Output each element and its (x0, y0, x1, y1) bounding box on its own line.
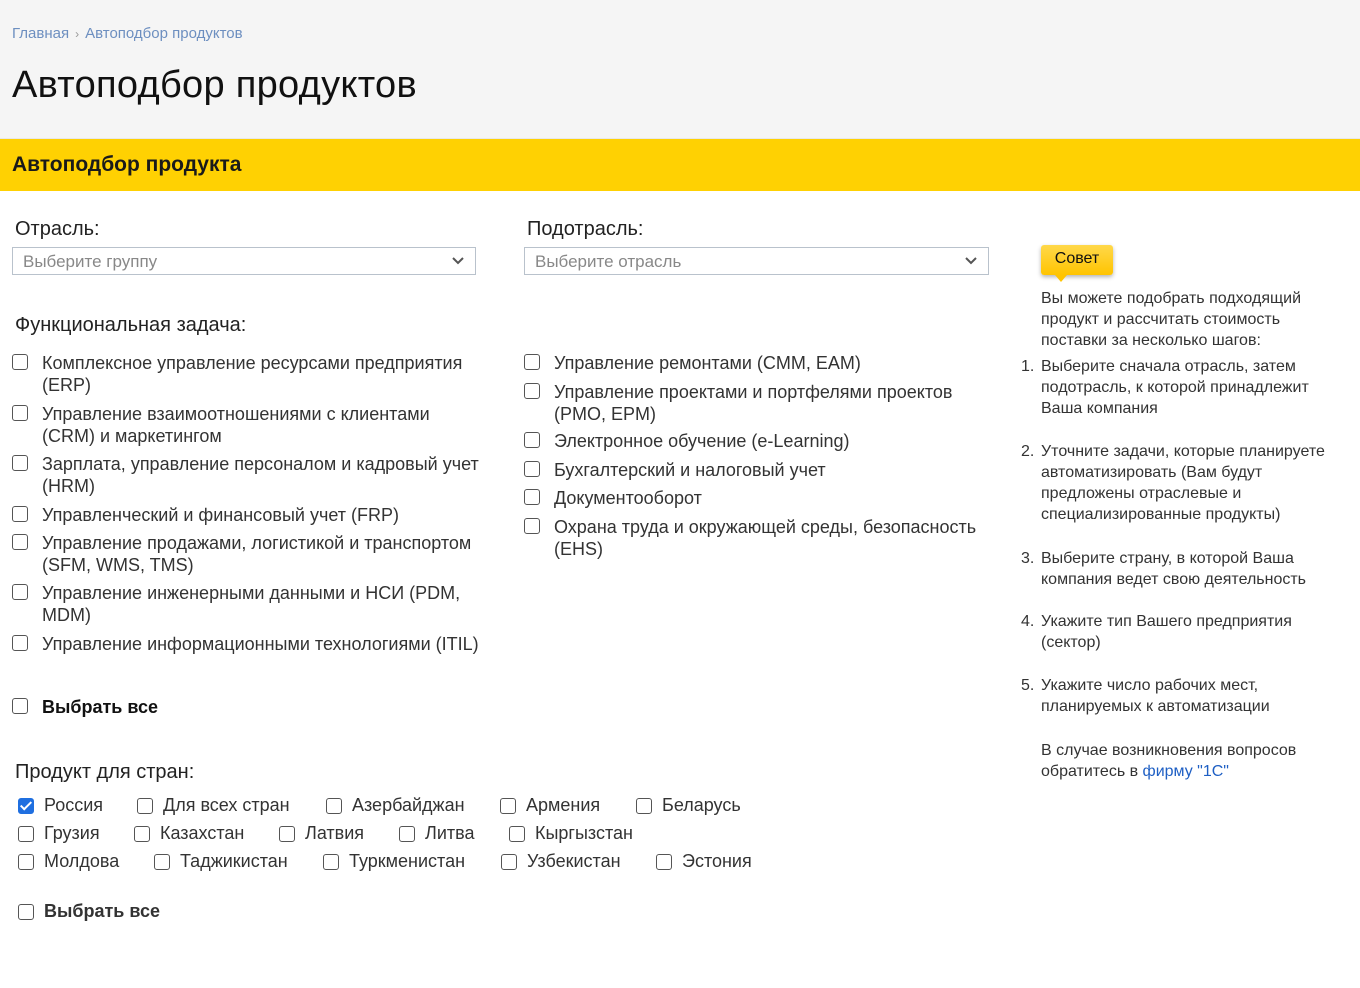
country-label: Молдова (44, 851, 120, 871)
tip-step-number: 2. (1021, 443, 1035, 460)
breadcrumb-current-link[interactable]: Автоподбор продуктов (85, 25, 243, 42)
country-label: Эстония (682, 851, 752, 871)
country-checkbox[interactable] (279, 826, 295, 842)
tip-footer-text: В случае возникновения вопросов обратитесь в (1041, 742, 1297, 780)
tip-step (1021, 675, 1341, 717)
tip-step-text: Выберите сначала отрасль, затем подотрасль, к которой принадлежит Ваша компания (1041, 358, 1309, 417)
country-label: Беларусь (662, 795, 741, 815)
country-label: Казахстан (160, 823, 245, 843)
industry-select-value: Выберите группу (23, 252, 158, 271)
tasks-label: Функциональная задача: (15, 314, 247, 336)
countries-select-all[interactable] (18, 901, 160, 922)
task-checkbox[interactable] (524, 383, 540, 399)
task-checkbox[interactable] (12, 506, 28, 522)
country-checkbox-row[interactable] (636, 795, 741, 816)
task-checkbox-row[interactable] (524, 381, 984, 425)
subindustry-select-value: Выберите отрасль (535, 252, 682, 271)
task-checkbox[interactable] (12, 354, 28, 370)
task-label: Комплексное управление ресурсами предприятия (ERP) (42, 353, 463, 395)
country-checkbox-row[interactable] (501, 851, 621, 872)
checkmark-icon[interactable] (18, 798, 34, 814)
tip-step-text: Уточните задачи, которые планируете автоматизировать (Вам будут предложены отраслевые и специализированные продукты) (1041, 443, 1325, 523)
country-checkbox-row[interactable] (279, 823, 364, 844)
task-checkbox-row[interactable] (524, 459, 994, 481)
subindustry-select[interactable] (524, 247, 989, 275)
task-checkbox-row[interactable] (524, 430, 994, 452)
country-checkbox-row[interactable] (18, 823, 100, 844)
tip-step-text: Выберите страну, в которой Ваша компания ведет свою деятельность (1041, 550, 1307, 588)
country-label: Россия (44, 795, 104, 815)
tip-step (1021, 548, 1341, 590)
countries-select-all-checkbox[interactable] (18, 904, 34, 920)
tip-step-text: Укажите тип Вашего предприятия (сектор) (1041, 613, 1292, 651)
country-checkbox-row[interactable] (509, 823, 633, 844)
industry-label: Отрасль: (15, 218, 100, 240)
tip-step-number: 3. (1021, 550, 1035, 567)
country-label: Узбекистан (527, 851, 621, 871)
task-checkbox[interactable] (524, 489, 540, 505)
task-checkbox[interactable] (12, 584, 28, 600)
task-label: Управление инженерными данными и НСИ (PDM, MDM) (42, 583, 461, 625)
tip-footer (1041, 740, 1341, 782)
country-label: Туркменистан (349, 851, 466, 871)
country-checkbox-row[interactable] (137, 795, 290, 816)
country-label: Азербайджан (352, 795, 465, 815)
industry-select[interactable] (12, 247, 476, 275)
country-label: Для всех стран (163, 795, 290, 815)
tasks-select-all-label: Выбрать все (42, 697, 159, 717)
task-label: Управленческий и финансовый учет (FRP) (42, 505, 399, 525)
chevron-down-icon (964, 254, 978, 268)
tip-step (1021, 356, 1341, 419)
task-checkbox[interactable] (12, 455, 28, 471)
task-label: Документооборот (554, 488, 702, 508)
country-label: Грузия (44, 823, 100, 843)
tip-step-number: 1. (1021, 358, 1035, 375)
task-checkbox-row[interactable] (12, 532, 482, 576)
task-label: Управление взаимоотношениями с клиентами (CRM) и маркетингом (42, 404, 430, 446)
task-checkbox[interactable] (524, 432, 540, 448)
country-checkbox[interactable] (18, 854, 34, 870)
country-label: Кыргызстан (535, 823, 633, 843)
task-checkbox-row[interactable] (12, 403, 482, 447)
task-label: Охрана труда и окружающей среды, безопасность (EHS) (554, 517, 977, 559)
country-checkbox-row[interactable] (326, 795, 465, 816)
country-checkbox-row[interactable] (154, 851, 288, 872)
task-label: Управление ремонтами (CMM, EAM) (554, 353, 861, 373)
country-checkbox[interactable] (326, 798, 342, 814)
task-checkbox-row[interactable] (12, 633, 482, 655)
country-checkbox[interactable] (134, 826, 150, 842)
tasks-select-all-checkbox[interactable] (12, 698, 28, 714)
task-checkbox[interactable] (524, 518, 540, 534)
country-checkbox-row[interactable] (399, 823, 474, 844)
tip-step (1021, 441, 1341, 525)
tip-intro: Вы можете подобрать подходящий продукт и рассчитать стоимость поставки за несколько шагов: (1041, 290, 1302, 349)
task-checkbox-row[interactable] (12, 504, 482, 526)
country-checkbox[interactable] (137, 798, 153, 814)
country-checkbox-row[interactable] (656, 851, 752, 872)
country-checkbox[interactable] (500, 798, 516, 814)
task-checkbox[interactable] (524, 354, 540, 370)
country-checkbox[interactable] (323, 854, 339, 870)
tip-step-number: 4. (1021, 613, 1035, 630)
task-checkbox[interactable] (12, 534, 28, 550)
countries-label: Продукт для стран: (15, 761, 195, 783)
tip-step-number: 5. (1021, 677, 1035, 694)
chevron-down-icon (451, 254, 465, 268)
section-title: Автоподбор продукта (12, 153, 242, 176)
tip-badge: Совет (1041, 245, 1113, 275)
country-checkbox-row[interactable] (500, 795, 600, 816)
tip-step-text: Укажите число рабочих мест, планируемых к автоматизации (1041, 677, 1270, 715)
task-label: Бухгалтерский и налоговый учет (554, 460, 826, 480)
task-checkbox-row[interactable] (12, 582, 482, 626)
country-checkbox[interactable] (154, 854, 170, 870)
countries-select-all-label: Выбрать все (44, 901, 161, 921)
country-checkbox-row[interactable] (134, 823, 244, 844)
subindustry-label: Подотрасль: (527, 218, 644, 240)
breadcrumb-home-link[interactable]: Главная (12, 25, 70, 42)
task-label: Электронное обучение (e-Learning) (554, 431, 850, 451)
country-checkbox[interactable] (656, 854, 672, 870)
page-header (0, 0, 1360, 139)
country-checkbox[interactable] (636, 798, 652, 814)
country-checkbox-row[interactable] (18, 851, 119, 872)
task-label: Управление проектами и портфелями проектов (PMO, EPM) (554, 382, 953, 424)
task-checkbox[interactable] (12, 405, 28, 421)
task-checkbox-row[interactable] (12, 352, 482, 396)
task-checkbox-row[interactable] (524, 487, 994, 509)
task-label: Управление продажами, логистикой и транспортом (SFM, WMS, TMS) (42, 533, 472, 575)
task-label: Зарплата, управление персоналом и кадровый учет (HRM) (42, 454, 479, 496)
country-label: Латвия (305, 823, 365, 843)
task-label: Управление информационными технологиями (ITIL) (42, 634, 479, 654)
country-label: Литва (425, 823, 475, 843)
page-title: Автоподбор продуктов (12, 64, 417, 106)
breadcrumb-separator: › (75, 27, 80, 41)
country-label: Армения (526, 795, 601, 815)
task-checkbox-row[interactable] (524, 352, 994, 374)
country-checkbox[interactable] (509, 826, 525, 842)
task-checkbox[interactable] (524, 461, 540, 477)
contact-1c-link[interactable]: фирму "1С" (1142, 763, 1229, 780)
task-checkbox-row[interactable] (12, 453, 482, 497)
country-checkbox[interactable] (18, 826, 34, 842)
breadcrumb (12, 25, 243, 42)
tasks-select-all[interactable] (12, 696, 158, 718)
country-checkbox[interactable] (501, 854, 517, 870)
country-checkbox-row[interactable] (323, 851, 465, 872)
section-banner (0, 139, 1360, 191)
country-checkbox-row[interactable] (18, 795, 103, 816)
task-checkbox-row[interactable] (524, 516, 994, 560)
tip-step (1021, 611, 1341, 653)
task-checkbox[interactable] (12, 635, 28, 651)
country-label: Таджикистан (180, 851, 288, 871)
country-checkbox[interactable] (399, 826, 415, 842)
